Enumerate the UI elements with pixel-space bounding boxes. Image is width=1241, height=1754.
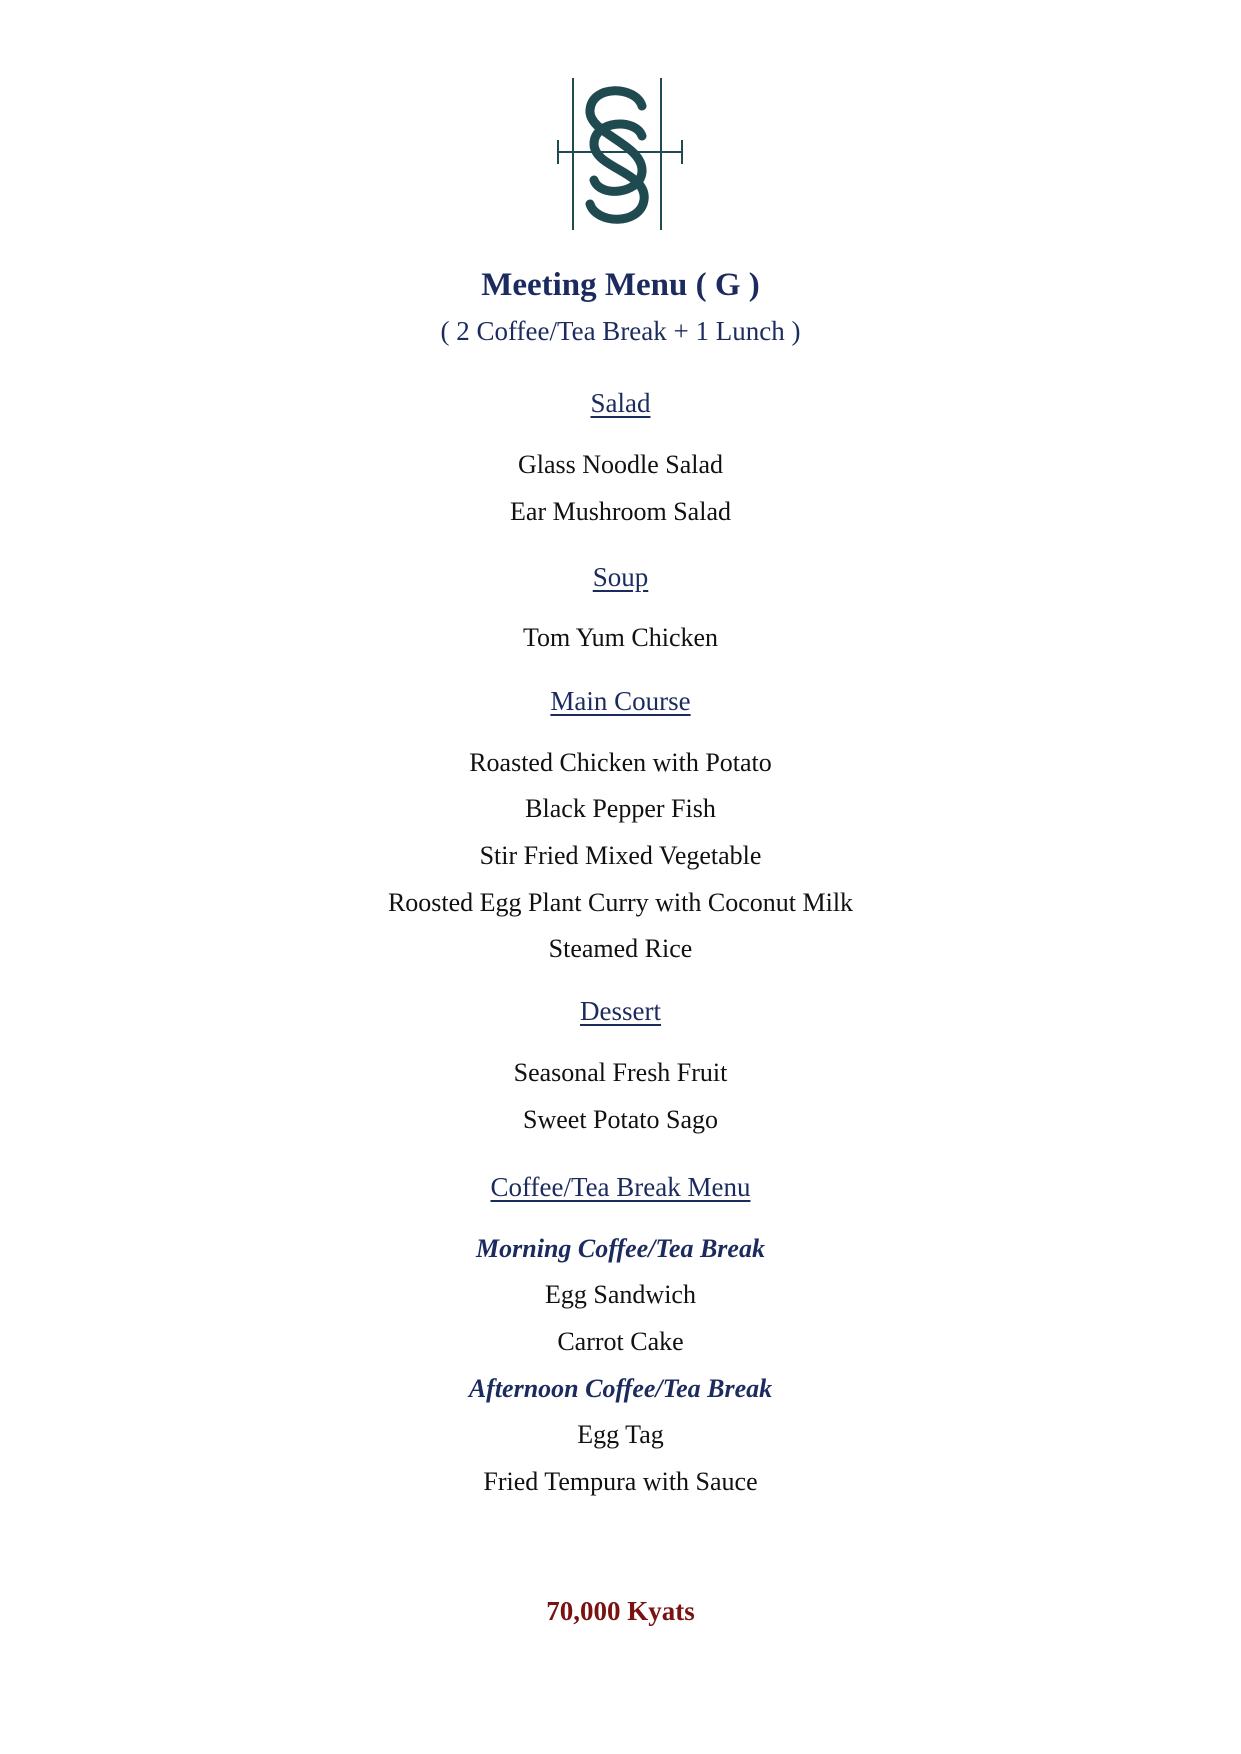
price-label: 70,000 Kyats <box>546 1596 695 1626</box>
menu-item: Egg Tag <box>577 1420 664 1449</box>
menu-item: Black Pepper Fish <box>525 794 716 823</box>
menu-title: Meeting Menu ( G ) <box>481 267 760 303</box>
menu-item: Sweet Potato Sago <box>523 1105 718 1134</box>
section-heading-salad: Salad <box>590 388 651 418</box>
menu-item: Tom Yum Chicken <box>522 623 719 652</box>
menu-item: Seasonal Fresh Fruit <box>513 1058 728 1087</box>
menu-item: Egg Sandwich <box>545 1280 696 1309</box>
menu-item: Carrot Cake <box>557 1327 684 1356</box>
menu-item: Steamed Rice <box>548 934 693 963</box>
menu-subtitle: ( 2 Coffee/Tea Break + 1 Lunch ) <box>440 316 801 346</box>
menu-item: Glass Noodle Salad <box>517 450 724 479</box>
menu-item: Ear Mushroom Salad <box>510 497 731 526</box>
menu-item: Fried Tempura with Sauce <box>483 1467 758 1496</box>
section-mark-monogram-icon <box>556 76 684 232</box>
menu-item: Roosted Egg Plant Curry with Coconut Milk <box>387 888 854 917</box>
section-heading-coffee-break: Coffee/Tea Break Menu <box>490 1172 751 1202</box>
section-heading-main-course: Main Course <box>550 686 691 716</box>
subheading-afternoon-break: Afternoon Coffee/Tea Break <box>468 1374 773 1403</box>
subheading-morning-break: Morning Coffee/Tea Break <box>476 1234 765 1263</box>
menu-item: Stir Fried Mixed Vegetable <box>479 841 762 870</box>
menu-item: Roasted Chicken with Potato <box>469 748 772 777</box>
section-heading-dessert: Dessert <box>580 996 661 1026</box>
section-heading-soup: Soup <box>592 562 649 592</box>
